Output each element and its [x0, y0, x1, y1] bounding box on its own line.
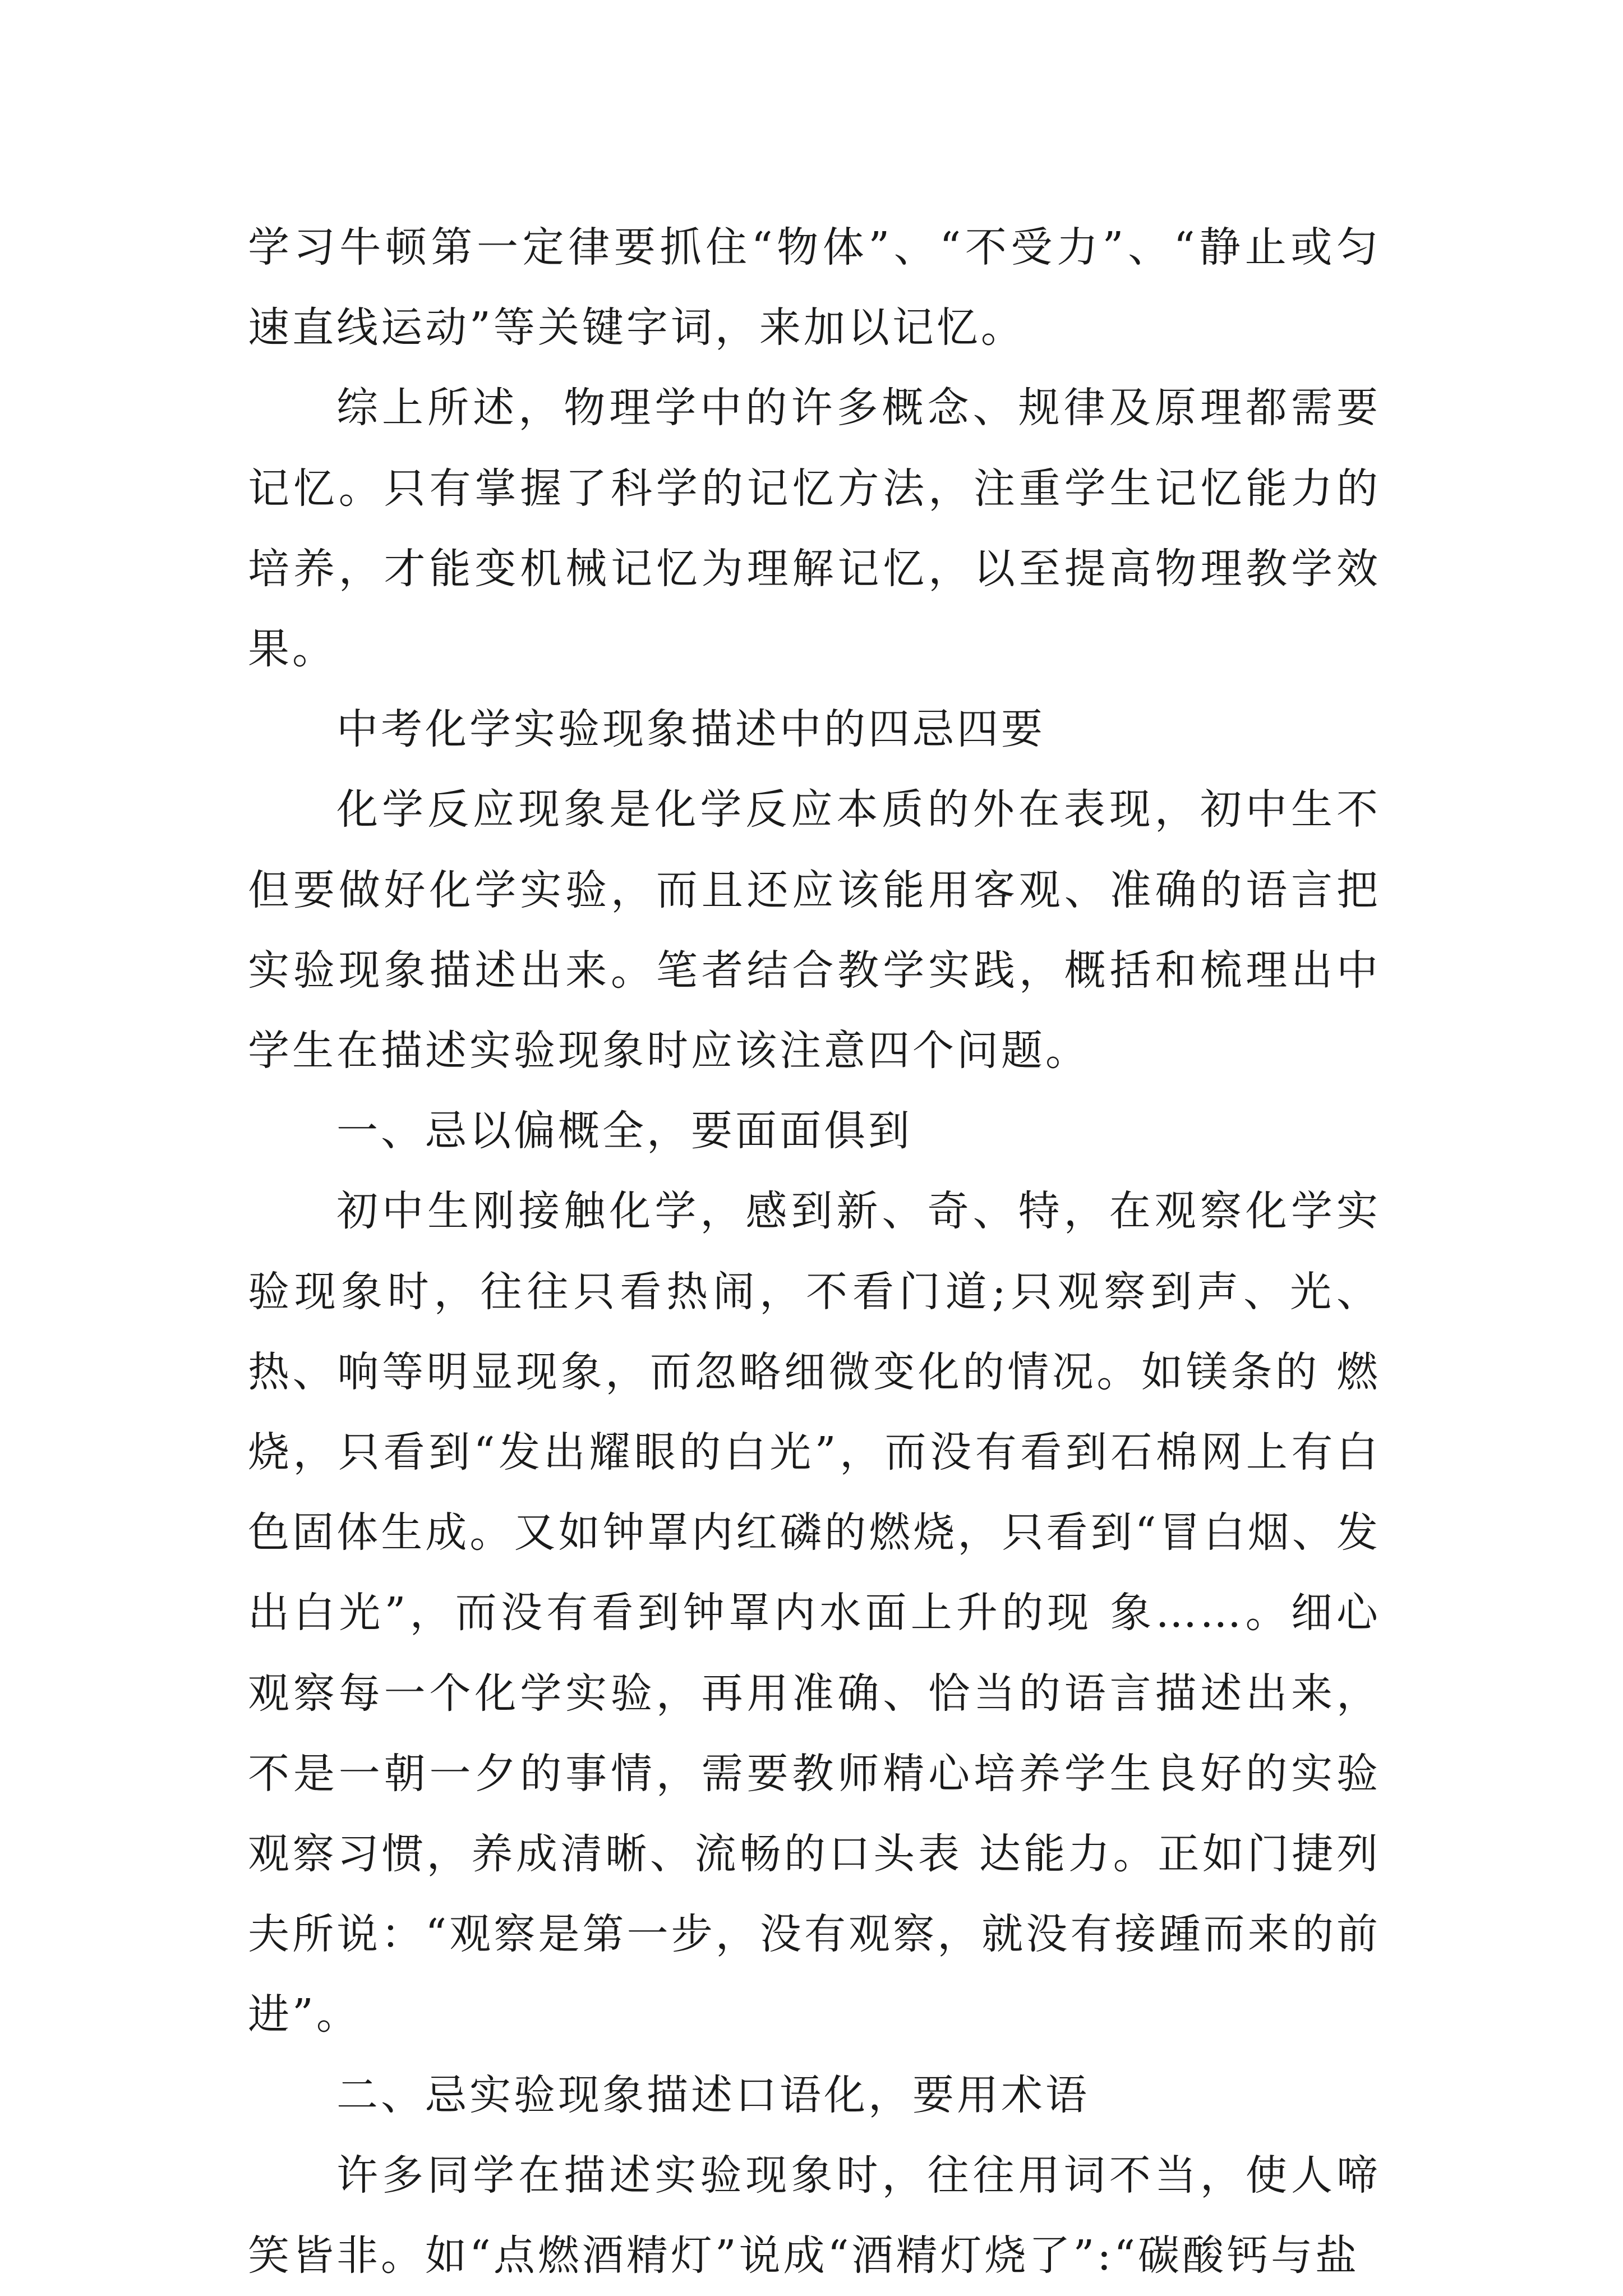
document-body — [248, 208, 1381, 2296]
article-title: 中考化学实验现象描述中的四忌四要 — [336, 705, 1045, 754]
paragraph-continuation: 学习牛顿第一定律要抓住“物体”、“不受力”、“静止或匀速直线运动”等关键字词，来加以记忆。 — [248, 223, 1381, 352]
paragraph-intro: 化学反应现象是化学反应本质的外在表现，初中生不但要做好化学实验，而且还应该能用客观、准确的语言把实验现象描述出来。笔者结合教学实践，概括和梳理出中学生在描述实验现象时应该注意四个问题。 — [248, 785, 1381, 1075]
section-heading-2: 二、忌实验现象描述口语化，要用术语 — [336, 2070, 1090, 2119]
paragraph-section-2: 许多同学在描述实验现象时，往往用词不当，使人啼笑皆非。如“点燃酒精灯”说成“酒精灯烧了”:“碳酸钙与盐 — [248, 2151, 1381, 2280]
section-heading-1: 一、忌以偏概全，要面面俱到 — [336, 1107, 912, 1156]
paragraph-summary: 综上所述，物理学中的许多概念、规律及原理都需要记忆。只有掌握了科学的记忆方法，注重学生记忆能力的培养，才能变机械记忆为理解记忆，以至提高物理教学效果。 — [248, 384, 1381, 674]
paragraph-section-1: 初中生刚接触化学，感到新、奇、特，在观察化学实验现象时，往往只看热闹，不看门道;只观察到声、光、热、响等明显现象，而忽略细微变化的情况。如镁条的 燃烧，只看到“发出耀眼的白光”，而没有看到石棉网上有白色固体生成。又如钟罩内红磷的燃烧，只看到“冒白烟、发出白光”，而没有看到钟罩内水面上升的现 象……。细心观察每一个化学实验，再用准确、恰当的语言描述出来，不是一朝一夕的事情，需要教师精心培养学生良好的实验观察习惯，养成清晰、流畅的口头表 达能力。正如门捷列夫所说：“观察是第一步，没有观察，就没有接踵而来的前进”。 — [248, 1187, 1381, 2039]
